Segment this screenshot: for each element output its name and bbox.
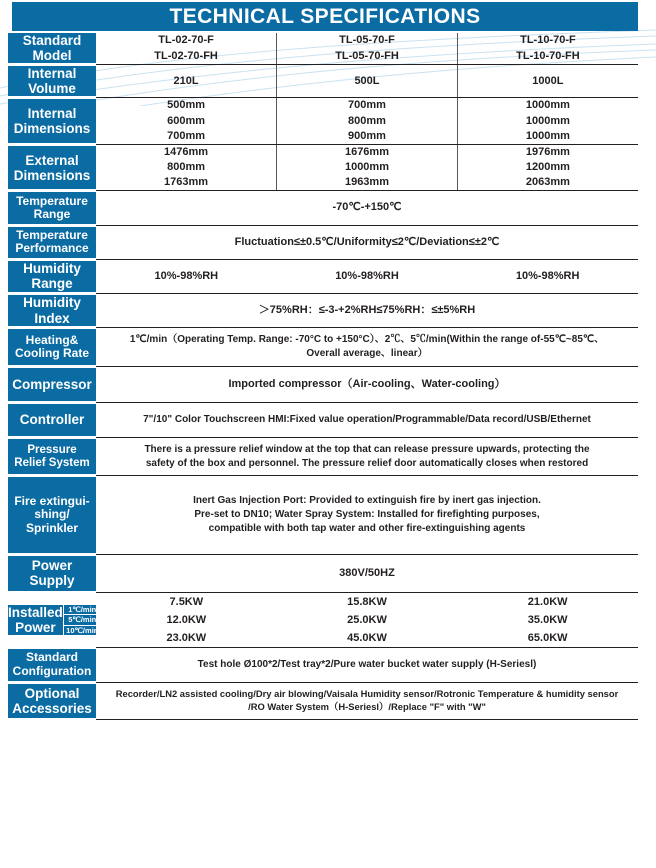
value-line: TL-10-70-FH — [516, 49, 580, 62]
cell-external-dimensions-col1 — [96, 144, 277, 191]
row-label-line2: Relief System — [14, 456, 90, 469]
value-line: Imported compressor（Air-cooling、Water-cooling） — [228, 377, 506, 390]
row-label-line1: Temperature — [16, 193, 88, 208]
row-label-optional-accessories — [8, 682, 96, 719]
row-label-compressor — [8, 366, 96, 402]
cell-installed-power-10c-col2: 45.0KW — [347, 631, 387, 644]
value-line: There is a pressure relief window at the top that can release pressure upwards, protecting the — [144, 443, 590, 455]
value-line: 1℃/min（Operating Temp. Range: -70°C to +150°C）、2℃、5℃/min(Within the range of-55℃~85℃、 — [129, 334, 605, 346]
row-label-line1: Fire extingui- — [14, 493, 90, 508]
row-label-humidity-index — [8, 293, 96, 327]
value-line: TL-05-70-F — [339, 34, 395, 47]
row-label-controller — [8, 402, 96, 437]
table-row-humidity-range — [8, 259, 638, 293]
table-row-fire-extinguishing — [8, 476, 638, 554]
cell-installed-power-1c-col3: 21.0KW — [527, 595, 568, 608]
cell-installed-power-1c-col2: 15.8KW — [347, 595, 387, 608]
row-label-line1: Humidity — [23, 295, 81, 311]
cell-external-dimensions-col2 — [277, 144, 458, 191]
row-label-line1: Humidity — [23, 261, 81, 277]
rate-label-10c: 10℃/min — [66, 625, 99, 635]
page-title-bar — [12, 2, 638, 31]
cell-pressure-relief-system-value — [96, 437, 638, 476]
cell-humidity-index-value — [96, 293, 638, 327]
row-label-line1: Compressor — [12, 376, 92, 392]
row-label-line2: Volume — [28, 81, 76, 97]
row-label-fire-extinguishing — [8, 476, 96, 554]
value-line: 500L — [354, 74, 380, 87]
value-line: 1000mm — [525, 99, 570, 112]
row-label-pressure-relief-system — [8, 437, 96, 476]
cell-internal-volume-col1 — [96, 65, 277, 98]
value-line: 7"/10" Color Touchscreen HMI:Fixed value operation/Programmable/Data record/USB/Ethernet — [143, 413, 591, 425]
value-line: 380V/50HZ — [339, 566, 395, 579]
cell-internal-volume-col2 — [277, 65, 458, 98]
table-row-installed-power — [8, 592, 638, 647]
cell-installed-power-1c-col1: 7.5KW — [169, 595, 204, 608]
value-line: Fluctuation≤±0.5℃/Uniformity≤2℃/Deviation≤±2℃ — [234, 235, 500, 248]
value-line: 10%-98%RH — [335, 269, 399, 282]
cell-standard-model-col3 — [457, 33, 638, 65]
row-label-line1: Temperature — [16, 227, 88, 242]
row-label-line2: Supply — [29, 573, 75, 589]
table-row-heating-cooling-rate — [8, 328, 638, 367]
value-line: 2063mm — [525, 176, 570, 189]
cell-optional-accessories-value — [96, 682, 638, 719]
table-row-optional-accessories — [8, 682, 638, 719]
table-row-compressor — [8, 366, 638, 402]
row-label-temperature-range — [8, 191, 96, 225]
installed-power-row-5c — [96, 611, 638, 629]
cell-compressor-value — [96, 366, 638, 402]
cell-internal-dimensions-col3 — [457, 98, 638, 145]
row-label-line2: Dimensions — [13, 167, 91, 183]
value-line: ＞75%RH：≤-3-+2%RH≤75%RH：≤±5%RH — [258, 303, 476, 316]
value-line: compatible with both tap water and other fire-extinguishing agents — [208, 522, 526, 534]
row-label-standard-model — [8, 33, 96, 65]
cell-temperature-range-value — [96, 191, 638, 225]
row-label-line2: Accessories — [12, 700, 92, 716]
table-row-power-supply — [8, 554, 638, 592]
value-line: TL-05-70-FH — [335, 49, 399, 62]
cell-installed-power-5c-col1: 12.0KW — [166, 613, 207, 626]
row-label-line1: Installed — [8, 604, 63, 620]
row-label-line2: Model — [32, 48, 72, 64]
value-line: 1000mm — [525, 114, 570, 127]
row-label-standard-configuration — [8, 647, 96, 682]
row-label-line2: Dimensions — [13, 121, 91, 137]
installed-power-row-1c — [96, 593, 638, 611]
value-line: 1000mm — [344, 161, 389, 174]
table-row-external-dimensions — [8, 144, 638, 191]
value-line: 800mm — [348, 114, 386, 127]
row-label-line1: Optional — [24, 685, 80, 701]
cell-external-dimensions-col3 — [457, 144, 638, 191]
cell-internal-volume-col3 — [457, 65, 638, 98]
row-label-line2: Range — [33, 207, 71, 222]
value-line: -70℃-+150℃ — [332, 201, 402, 214]
cell-standard-configuration-value — [96, 647, 638, 682]
value-line: 700mm — [348, 99, 386, 112]
row-label-internal-volume — [8, 65, 96, 98]
row-label-humidity-range — [8, 259, 96, 293]
installed-power-label-split — [8, 604, 99, 635]
value-line: 1676mm — [344, 145, 389, 158]
cell-humidity-range-col3 — [457, 259, 638, 293]
row-label-line2: Index — [34, 310, 70, 326]
table-row-internal-volume — [8, 65, 638, 98]
value-line: 1976mm — [525, 145, 570, 158]
value-line: TL-02-70-F — [158, 34, 214, 47]
row-label-line2: Range — [31, 276, 73, 292]
cell-installed-power-5c-col2: 25.0KW — [347, 613, 387, 626]
cell-heating-cooling-rate-value — [96, 328, 638, 367]
rate-label-1c: 1℃/min — [64, 605, 101, 615]
row-label-line2: Configuration — [12, 663, 92, 678]
row-label-line1: External — [25, 152, 79, 168]
table-row-temperature-range — [8, 191, 638, 225]
cell-fire-extinguishing-value — [96, 476, 638, 554]
cell-installed-power-10c-col1: 23.0KW — [166, 631, 207, 644]
value-line: 1000mm — [525, 129, 570, 142]
value-line: Pre-set to DN10; Water Spray System: Installed for firefighting purposes, — [194, 509, 540, 521]
cell-installed-power-5c-col3: 35.0KW — [527, 613, 568, 626]
value-line: TL-02-70-FH — [154, 49, 218, 62]
row-label-external-dimensions — [8, 144, 96, 191]
row-label-line1: Power — [31, 558, 73, 574]
cell-controller-value — [96, 402, 638, 437]
specifications-table — [8, 33, 638, 721]
value-line: 1476mm — [164, 145, 209, 158]
table-row-standard-model — [8, 33, 638, 65]
installed-power-values — [96, 592, 638, 647]
value-line: /RO Water System（H-Seriesl）/Replace "F" with "W" — [248, 700, 486, 712]
cell-installed-power-10c-col3: 65.0KW — [527, 631, 568, 644]
cell-temperature-performance-value — [96, 225, 638, 259]
row-label-line2: Power — [15, 619, 56, 635]
row-label-line1: Heating& — [25, 332, 79, 347]
value-line: 600mm — [167, 114, 206, 127]
table-row-temperature-performance — [8, 225, 638, 259]
value-line: 10%-98%RH — [515, 269, 580, 282]
rate-label-5c: 5℃/min — [64, 615, 101, 625]
row-label-line2: Cooling Rate — [15, 345, 89, 360]
row-label-line2: Performance — [15, 241, 89, 256]
table-row-pressure-relief-system — [8, 437, 638, 476]
table-row-standard-configuration — [8, 647, 638, 682]
cell-standard-model-col2 — [277, 33, 458, 65]
value-line: 500mm — [167, 99, 206, 112]
value-line: 900mm — [348, 129, 386, 142]
table-row-internal-dimensions — [8, 98, 638, 145]
value-line: 1000L — [532, 74, 564, 87]
value-line: 1200mm — [525, 161, 570, 174]
value-line: 1763mm — [164, 176, 209, 189]
row-label-internal-dimensions — [8, 98, 96, 145]
row-label-line1: Controller — [19, 412, 85, 428]
row-label-line3: Sprinkler — [25, 520, 79, 535]
value-line: Inert Gas Injection Port: Provided to extinguish fire by inert gas injection. — [193, 495, 541, 507]
value-line: Recorder/LN2 assisted cooling/Dry air blowing/Vaisala Humidity sensor/Rotronic Temperature & humidity sensor — [115, 687, 619, 699]
cell-power-supply-value — [96, 554, 638, 592]
value-line: 700mm — [167, 129, 206, 142]
table-row-controller — [8, 402, 638, 437]
row-label-temperature-performance — [8, 225, 96, 259]
row-label-line1: Internal — [27, 106, 77, 122]
row-label-power-supply — [8, 554, 96, 592]
row-label-installed-power — [8, 592, 99, 647]
row-label-heating-cooling-rate — [8, 328, 96, 367]
cell-internal-dimensions-col1 — [96, 98, 277, 145]
installed-power-main-label — [8, 605, 63, 635]
row-label-line1: Standard — [25, 650, 78, 665]
row-label-line1: Internal — [27, 66, 77, 82]
value-line: 800mm — [167, 161, 206, 174]
page-title: TECHNICAL SPECIFICATIONS — [169, 4, 481, 28]
value-line: 1963mm — [344, 176, 389, 189]
value-line: Overall average、linear） — [306, 347, 428, 359]
value-line: Test hole Ø100*2/Test tray*2/Pure water bucket water supply (H-Seriesl) — [197, 658, 537, 670]
row-label-line1: Standard — [22, 33, 82, 48]
value-line: 10%-98%RH — [154, 269, 219, 282]
cell-humidity-range-col2 — [277, 259, 458, 293]
value-line: safety of the box and personnel. The pressure relief door automatically closes when restored — [145, 457, 589, 469]
cell-humidity-range-col1 — [96, 259, 277, 293]
installed-power-row-10c — [96, 629, 638, 647]
row-label-line2: shing/ — [34, 507, 70, 522]
value-line: 210L — [173, 74, 199, 87]
cell-standard-model-col1 — [96, 33, 277, 65]
value-line: TL-10-70-F — [520, 34, 576, 47]
cell-internal-dimensions-col2 — [277, 98, 458, 145]
table-row-humidity-index — [8, 293, 638, 327]
row-label-line1: Pressure — [27, 443, 77, 456]
